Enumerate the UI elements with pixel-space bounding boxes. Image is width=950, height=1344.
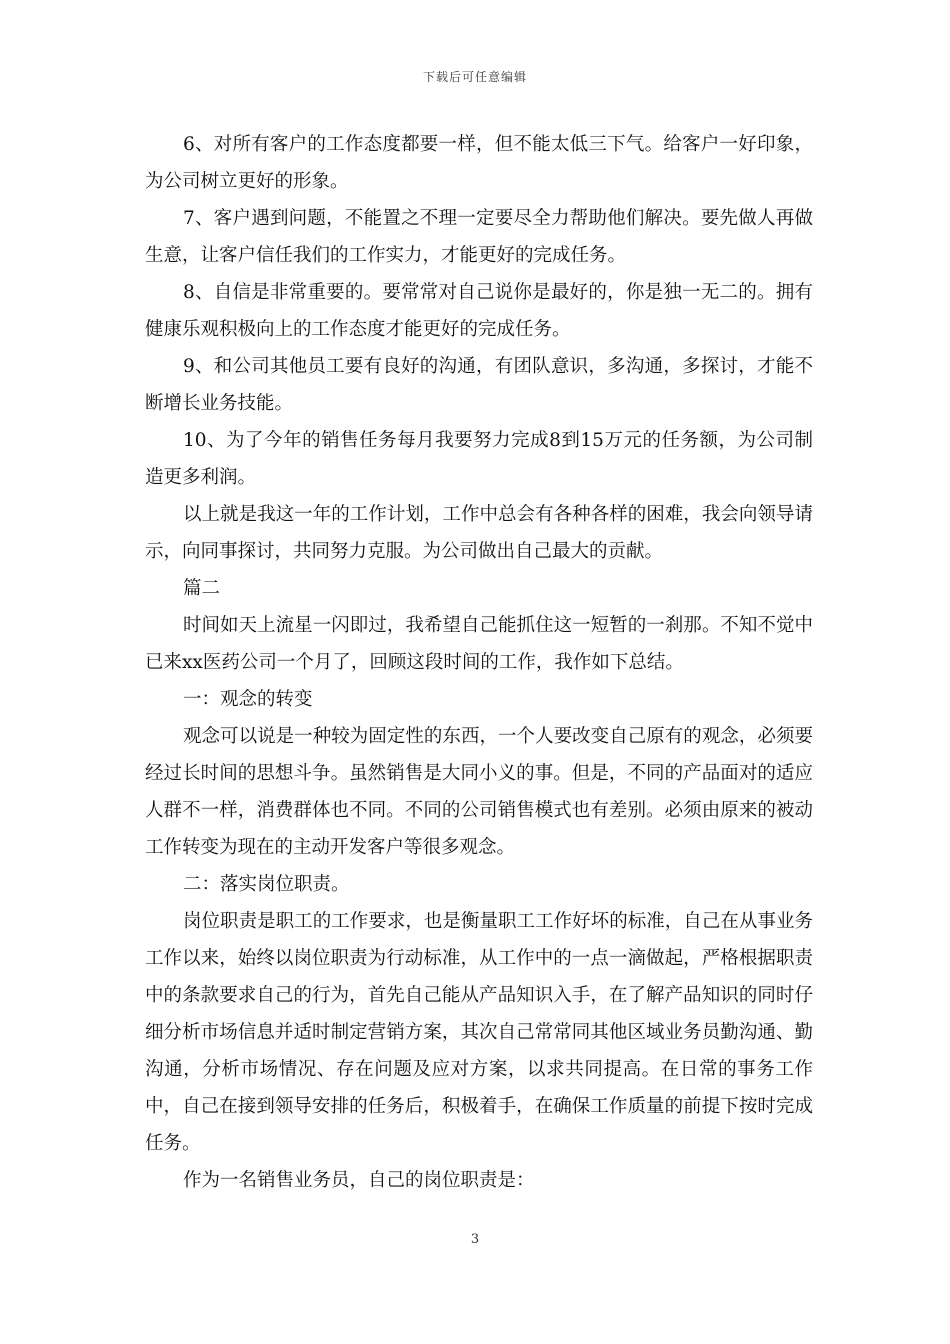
paragraph-conclusion: 以上就是我这一年的工作计划，工作中总会有各种各样的困难，我会向领导请示，向同事探讨，共同努力克服。为公司做出自己最大的贡献。 <box>145 504 813 562</box>
paragraph-concept: 观念可以说是一种较为固定性的东西，一个人要改变自己原有的观念，必须要经过长时间的思想斗争。虽然销售是大同小义的事。但是，不同的产品面对的适应人群不一样，消费群体也不同。不同的公司销售模式也有差别。必须由原来的被动工作转变为现在的主动开发客户等很多观念。 <box>145 726 813 858</box>
page-number: 3 <box>470 1232 480 1247</box>
paragraph-item-9: 9、和公司其他员工要有良好的沟通，有团队意识，多沟通，多探讨，才能不断增长业务技能。 <box>145 356 813 414</box>
paragraph-item-8: 8、自信是非常重要的。要常常对自己说你是最好的，你是独一无二的。拥有健康乐观积极向上的工作态度才能更好的完成任务。 <box>145 282 813 340</box>
paragraph-item-10: 10、为了今年的销售任务每月我要努力完成8到15万元的任务额，为公司制造更多利润。 <box>145 430 813 488</box>
paragraph-item-6: 6、对所有客户的工作态度都要一样，但不能太低三下气。给客户一好印象，为公司树立更好的形象。 <box>145 134 813 192</box>
paragraph-intro: 时间如天上流星一闪即过，我希望自己能抓住这一短暂的一刹那。不知不觉中已来xx医药公司一个月了，回顾这段时间的工作，我作如下总结。 <box>145 615 813 673</box>
subheading-job-duties: 二：落实岗位职责。 <box>183 874 350 895</box>
section-heading-part-two: 篇二 <box>183 578 221 599</box>
paragraph-item-7: 7、客户遇到问题，不能置之不理一定要尽全力帮助他们解决。要先做人再做生意，让客户信任我们的工作实力，才能更好的完成任务。 <box>145 208 813 266</box>
paragraph-duties-lead: 作为一名销售业务员，自己的岗位职责是： <box>183 1170 535 1191</box>
page-header: 下载后可任意编辑 <box>422 70 527 84</box>
document-body <box>145 126 813 1199</box>
paragraph-job-duties: 岗位职责是职工的工作要求，也是衡量职工工作好坏的标准，自己在从事业务工作以来，始终以岗位职责为行动标准，从工作中的一点一滴做起，严格根据职责中的条款要求自己的行为，首先自己能从产品知识入手，在了解产品知识的同时仔细分析市场信息并适时制定营销方案，其次自己常常同其他区域业务员勤沟通、勤沟通，分析市场情况、存在问题及应对方案，以求共同提高。在日常的事务工作中，自己在接到领导安排的任务后，积极着手，在确保工作质量的前提下按时完成任务。 <box>145 911 813 1154</box>
subheading-concept-change: 一：观念的转变 <box>183 689 313 710</box>
